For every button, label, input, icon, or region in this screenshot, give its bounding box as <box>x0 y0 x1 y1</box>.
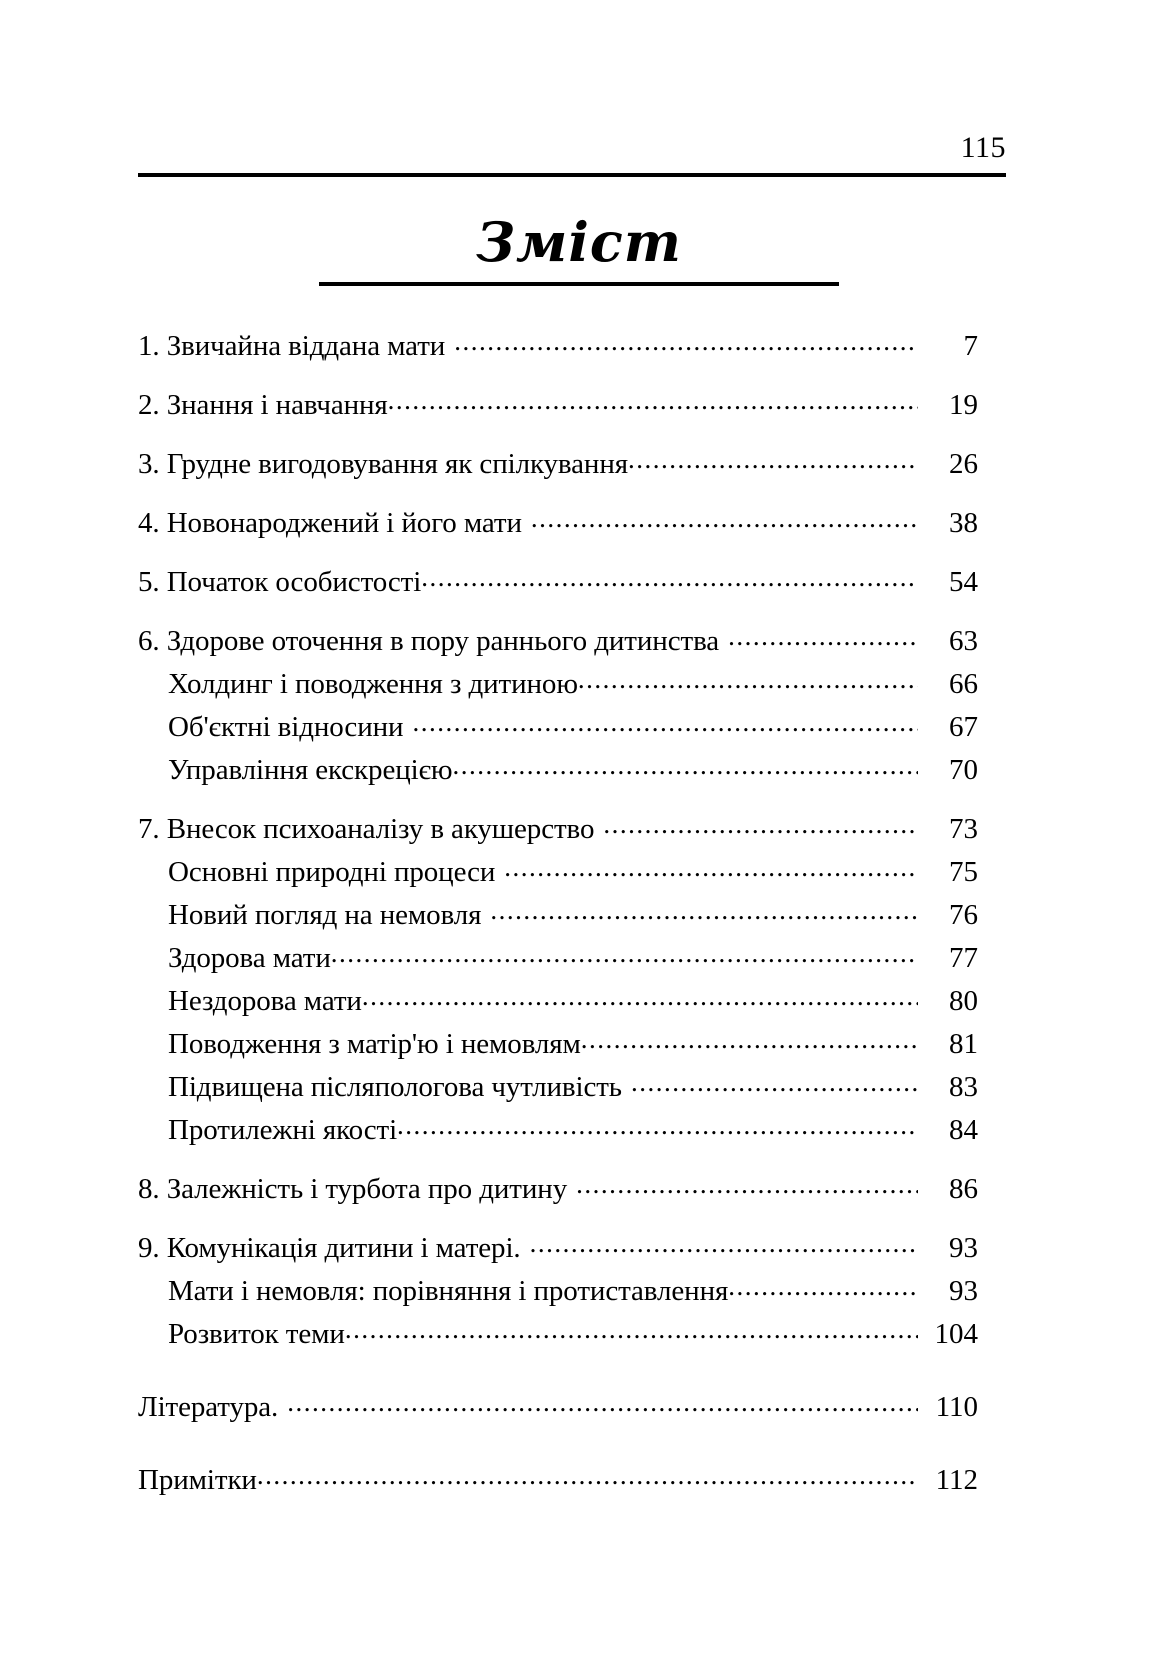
toc-entry-page: 38 <box>949 507 978 539</box>
page-number: 115 <box>960 131 1006 164</box>
dot-leader <box>257 1460 918 1489</box>
table-of-contents <box>138 326 978 1497</box>
toc-entry-label: 8. Залежність і турбота про дитину <box>138 1173 568 1205</box>
dot-leader <box>453 750 918 779</box>
dot-leader <box>603 809 918 838</box>
toc-entry-page: 80 <box>949 985 978 1017</box>
toc-entry-label: Підвищена післяпологова чутливість <box>168 1071 622 1103</box>
toc-entry-page: 66 <box>949 668 978 700</box>
toc-entry-page: 86 <box>949 1173 978 1205</box>
dot-leader <box>490 895 918 924</box>
toc-entry-page: 93 <box>949 1232 978 1264</box>
dot-leader <box>345 1314 918 1343</box>
toc-entry[interactable] <box>138 444 978 481</box>
dot-leader <box>531 503 918 532</box>
toc-subentry[interactable] <box>138 707 978 744</box>
toc-entry-page: 110 <box>935 1391 978 1423</box>
dot-leader <box>331 938 918 967</box>
toc-entry-label: Примітки <box>138 1464 257 1496</box>
dot-leader <box>581 1024 918 1053</box>
toc-entry-label: Розвиток теми <box>168 1318 345 1350</box>
dot-leader <box>631 1067 918 1096</box>
page-title: Зміст <box>476 210 682 274</box>
dot-leader <box>287 1387 918 1416</box>
dot-leader <box>504 852 918 881</box>
toc-entry-label: Мати і немовля: порівняння і протиставлення <box>168 1275 729 1307</box>
toc-subentry[interactable] <box>138 1110 978 1147</box>
toc-entry-label: Нездорова мати <box>168 985 362 1017</box>
toc-entry-label: Холдинг і поводження з дитиною <box>168 668 578 700</box>
toc-entry-page: 76 <box>949 899 978 931</box>
toc-entry-page: 75 <box>949 856 978 888</box>
toc-entry-label: 9. Комунікація дитини і матері. <box>138 1232 521 1264</box>
toc-entry[interactable] <box>138 1228 978 1265</box>
toc-entry[interactable] <box>138 1387 978 1424</box>
toc-entry-page: 67 <box>949 711 978 743</box>
toc-entry-page: 77 <box>949 942 978 974</box>
toc-entry-label: 6. Здорове оточення в пору раннього дитинства <box>138 625 720 657</box>
toc-entry-page: 54 <box>949 566 978 598</box>
title-block <box>0 212 1158 286</box>
toc-entry-page: 81 <box>949 1028 978 1060</box>
dot-leader <box>530 1228 918 1257</box>
running-header <box>138 128 1006 177</box>
toc-entry[interactable] <box>138 503 978 540</box>
toc-entry-page: 84 <box>949 1114 978 1146</box>
dot-leader <box>576 1169 918 1198</box>
dot-leader <box>454 326 918 355</box>
toc-subentry[interactable] <box>138 1314 978 1351</box>
toc-entry-label: Протилежні якості <box>168 1114 398 1146</box>
toc-subentry[interactable] <box>138 750 978 787</box>
toc-entry-label: 5. Початок особистості <box>138 566 422 598</box>
toc-entry-page: 73 <box>949 813 978 845</box>
toc-entry[interactable] <box>138 621 978 658</box>
toc-entry-label: Основні природні процеси <box>168 856 496 888</box>
toc-entry-label: Управління екскрецією <box>168 754 453 786</box>
toc-entry-page: 7 <box>963 330 978 362</box>
toc-entry-page: 112 <box>935 1464 978 1496</box>
toc-entry-label: Новий погляд на немовля <box>168 899 482 931</box>
dot-leader <box>388 385 918 414</box>
toc-entry[interactable] <box>138 326 978 363</box>
toc-entry-page: 19 <box>949 389 978 421</box>
toc-entry-label: Література. <box>138 1391 279 1423</box>
toc-entry-page: 63 <box>949 625 978 657</box>
toc-entry-label: 2. Знання і навчання <box>138 389 388 421</box>
dot-leader <box>362 981 918 1010</box>
dot-leader <box>578 664 918 693</box>
toc-subentry[interactable] <box>138 1024 978 1061</box>
toc-entry-page: 104 <box>934 1318 978 1350</box>
toc-entry[interactable] <box>138 562 978 599</box>
toc-subentry[interactable] <box>138 1271 978 1308</box>
toc-entry-label: 4. Новонароджений і його мати <box>138 507 522 539</box>
dot-leader <box>628 444 918 473</box>
title-divider <box>319 282 839 286</box>
toc-entry[interactable] <box>138 385 978 422</box>
toc-entry[interactable] <box>138 809 978 846</box>
toc-subentry[interactable] <box>138 938 978 975</box>
toc-entry-page: 83 <box>949 1071 978 1103</box>
header-divider <box>138 173 1006 177</box>
dot-leader <box>421 562 918 591</box>
toc-entry-page: 26 <box>949 448 978 480</box>
toc-entry-label: 3. Грудне вигодовування як спілкування <box>138 448 628 480</box>
dot-leader <box>728 621 918 650</box>
toc-entry-page: 93 <box>949 1275 978 1307</box>
toc-entry[interactable] <box>138 1169 978 1206</box>
toc-entry-label: 1. Звичайна віддана мати <box>138 330 446 362</box>
dot-leader <box>397 1110 918 1139</box>
toc-entry-label: Здорова мати <box>168 942 331 974</box>
toc-entry-label: 7. Внесок психоаналізу в акушерство <box>138 813 595 845</box>
toc-subentry[interactable] <box>138 664 978 701</box>
dot-leader <box>412 707 918 736</box>
toc-subentry[interactable] <box>138 981 978 1018</box>
toc-subentry[interactable] <box>138 895 978 932</box>
toc-entry-label: Поводження з матір'ю і немовлям <box>168 1028 581 1060</box>
dot-leader <box>728 1271 918 1300</box>
toc-subentry[interactable] <box>138 852 978 889</box>
toc-subentry[interactable] <box>138 1067 978 1104</box>
toc-entry-page: 70 <box>949 754 978 786</box>
toc-entry[interactable] <box>138 1460 978 1497</box>
toc-entry-label: Об'єктні відносини <box>168 711 404 743</box>
